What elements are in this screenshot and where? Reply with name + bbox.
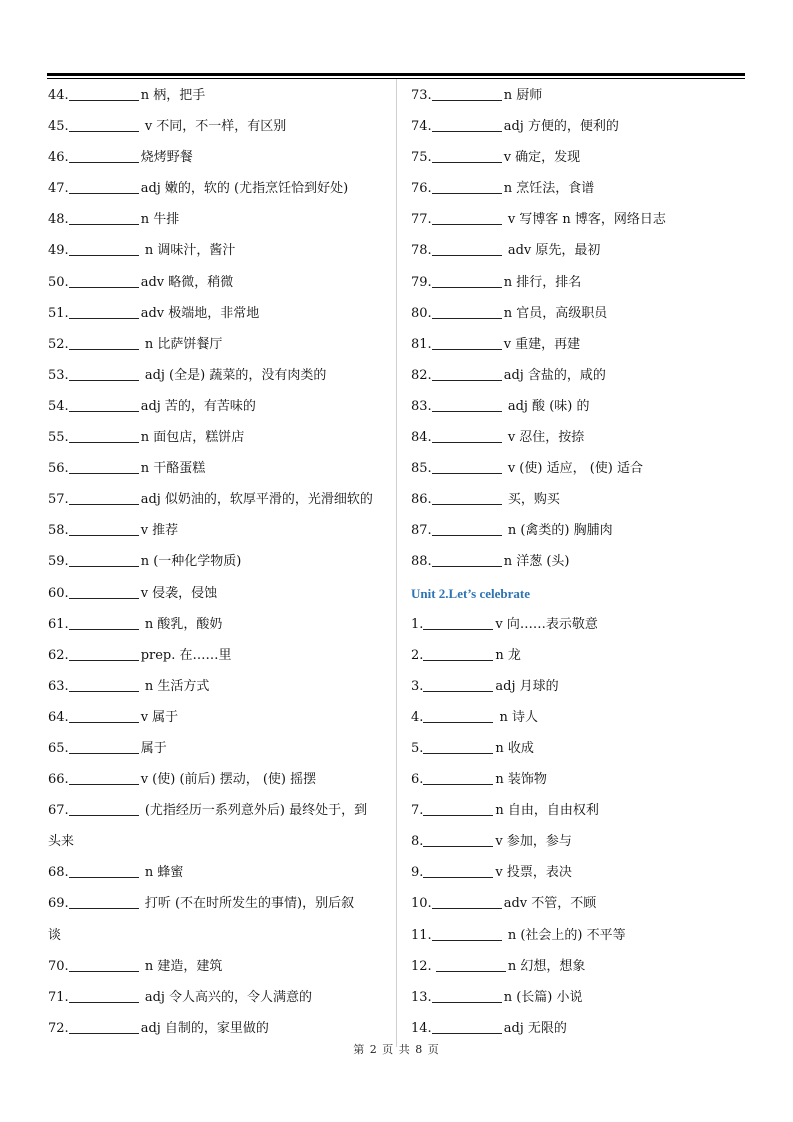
item-number: 1. — [411, 616, 424, 632]
item-number: 80. — [411, 305, 432, 321]
answer-blank[interactable] — [69, 396, 139, 412]
answer-blank[interactable] — [432, 178, 502, 194]
item-definition: n (社会上的) 不平等 — [503, 927, 626, 943]
item-definition: adj 自制的，家里做的 — [140, 1020, 269, 1036]
answer-blank[interactable] — [69, 987, 139, 1003]
answer-blank[interactable] — [69, 427, 139, 443]
vocab-item — [411, 173, 751, 204]
answer-blank[interactable] — [69, 800, 139, 816]
answer-blank[interactable] — [432, 1018, 502, 1034]
item-number: 56. — [48, 461, 69, 477]
vocab-item — [411, 267, 751, 298]
item-definition: n 洋葱 (头) — [503, 554, 570, 570]
answer-blank[interactable] — [69, 862, 139, 878]
item-definition: 头来 — [48, 834, 75, 850]
vocab-item — [48, 733, 388, 764]
vocab-item — [411, 298, 751, 329]
answer-blank[interactable] — [69, 489, 139, 505]
answer-blank[interactable] — [423, 769, 493, 785]
vocab-item — [48, 173, 388, 204]
vocab-item — [411, 671, 751, 702]
answer-blank[interactable] — [69, 520, 139, 536]
answer-blank[interactable] — [69, 707, 139, 723]
item-definition: adv 略微，稍微 — [140, 274, 234, 290]
item-number: 74. — [411, 119, 432, 135]
vocab-item — [48, 391, 388, 422]
answer-blank[interactable] — [69, 676, 139, 692]
item-definition: n (一种化学物质) — [140, 554, 242, 570]
item-definition: v (使) 适应， (使) 适合 — [503, 461, 643, 477]
page-footer: 第 2 页 共 8 页 — [353, 1043, 440, 1056]
answer-blank[interactable] — [432, 365, 502, 381]
vocab-item — [48, 546, 388, 577]
item-number: 81. — [411, 336, 432, 352]
item-number: 45. — [48, 119, 69, 135]
item-number: 2. — [411, 647, 424, 663]
item-number: 66. — [48, 772, 69, 788]
item-number: 7. — [411, 803, 424, 819]
answer-blank[interactable] — [423, 614, 493, 630]
item-definition: v 忍住，按捺 — [503, 430, 585, 446]
item-definition: v 侵袭，侵蚀 — [140, 585, 218, 601]
answer-blank[interactable] — [432, 427, 502, 443]
item-number: 13. — [411, 989, 432, 1005]
item-number: 68. — [48, 865, 69, 881]
answer-blank[interactable] — [69, 334, 139, 350]
answer-blank[interactable] — [432, 551, 502, 567]
answer-blank[interactable] — [436, 956, 506, 972]
answer-blank[interactable] — [432, 489, 502, 505]
answer-blank[interactable] — [423, 676, 493, 692]
item-definition: n (长篇) 小说 — [503, 989, 583, 1005]
answer-blank[interactable] — [432, 85, 502, 101]
item-definition: v 写博客 n 博客，网络日志 — [503, 212, 666, 228]
item-number: 79. — [411, 274, 432, 290]
item-definition: adj (全是) 蔬菜的，没有肉类的 — [140, 367, 327, 383]
item-definition: n 官员，高级职员 — [503, 305, 608, 321]
vocab-item — [411, 515, 751, 546]
item-definition: n 调味汁，酱汁 — [140, 243, 236, 259]
item-definition: n 排行，排名 — [503, 274, 582, 290]
vocab-item — [411, 951, 751, 982]
item-definition: adv 极端地，非常地 — [140, 305, 260, 321]
vocab-item — [48, 702, 388, 733]
vocab-item — [411, 982, 751, 1013]
item-definition: 买，购买 — [503, 492, 560, 508]
item-number: 87. — [411, 523, 432, 539]
item-number: 10. — [411, 896, 432, 912]
answer-blank[interactable] — [432, 209, 502, 225]
item-definition: 属于 — [140, 740, 167, 756]
vocab-item — [48, 671, 388, 702]
vocab-item — [48, 982, 388, 1013]
item-definition: n 收成 — [495, 740, 534, 756]
vocab-item — [411, 826, 751, 857]
item-definition: n 比萨饼餐厅 — [140, 336, 223, 352]
vocab-item — [48, 609, 388, 640]
item-definition: n 牛排 — [140, 212, 180, 228]
item-number: 57. — [48, 492, 69, 508]
item-number: 9. — [411, 865, 424, 881]
item-number: 72. — [48, 1020, 69, 1036]
answer-blank[interactable] — [432, 893, 502, 909]
answer-blank[interactable] — [432, 147, 502, 163]
item-definition: n 柄，把手 — [140, 88, 206, 103]
item-definition: n 酸乳，酸奶 — [140, 616, 223, 632]
item-definition: 谈 — [48, 927, 62, 943]
answer-blank[interactable] — [69, 240, 139, 256]
vocab-item — [48, 360, 388, 391]
vocab-item — [48, 764, 388, 795]
vocab-item — [48, 795, 388, 826]
item-definition: v 推荐 — [140, 523, 179, 539]
item-definition: v 重建，再建 — [503, 336, 581, 352]
vocab-item — [48, 857, 388, 888]
answer-blank[interactable] — [69, 614, 139, 630]
item-number: 49. — [48, 243, 69, 259]
vocab-item — [411, 329, 751, 360]
vocab-item — [48, 453, 388, 484]
item-definition: v (使) (前后) 摆动， (使) 摇摆 — [140, 772, 317, 788]
item-number: 70. — [48, 958, 69, 974]
vocab-item — [48, 329, 388, 360]
answer-blank[interactable] — [432, 458, 502, 474]
vocab-item — [48, 235, 388, 266]
vocab-item — [411, 80, 751, 111]
answer-blank[interactable] — [69, 769, 139, 785]
item-number: 83. — [411, 398, 432, 414]
answer-blank[interactable] — [423, 862, 493, 878]
answer-blank[interactable] — [423, 645, 493, 661]
item-number: 55. — [48, 430, 69, 446]
item-number: 47. — [48, 181, 69, 197]
item-definition: n 烹饪法，食谱 — [503, 181, 595, 197]
item-definition: adj 嫩的，软的 (尤指烹饪恰到好处) — [140, 181, 349, 197]
item-definition: n (禽类的) 胸脯肉 — [503, 523, 613, 539]
answer-blank[interactable] — [69, 1018, 139, 1034]
answer-blank[interactable] — [69, 303, 139, 319]
item-number: 46. — [48, 150, 69, 166]
item-number: 69. — [48, 896, 69, 912]
item-definition: adj 月球的 — [495, 678, 559, 694]
item-number: 53. — [48, 367, 69, 383]
item-definition: v 属于 — [140, 709, 179, 725]
right-column — [411, 80, 751, 1044]
item-number: 65. — [48, 740, 69, 756]
item-definition: adj 令人高兴的，令人满意的 — [140, 989, 313, 1005]
item-definition: adj 似奶油的，软厚平滑的，光滑细软的 — [140, 492, 373, 508]
vocab-item — [48, 204, 388, 235]
answer-blank[interactable] — [69, 645, 139, 661]
answer-blank[interactable] — [423, 738, 493, 754]
answer-blank[interactable] — [423, 831, 493, 847]
item-definition: n 自由，自由权利 — [495, 803, 599, 819]
item-number: 62. — [48, 647, 69, 663]
item-number: 60. — [48, 585, 69, 601]
vocab-item — [411, 204, 751, 235]
answer-blank[interactable] — [432, 396, 502, 412]
item-definition: adj 含盐的，咸的 — [503, 367, 606, 383]
vocab-item — [48, 888, 388, 919]
vocab-item — [411, 142, 751, 173]
item-definition: adj 无限的 — [503, 1020, 567, 1036]
item-definition: v 向……表示敬意 — [495, 616, 598, 632]
item-definition: n 生活方式 — [140, 678, 210, 694]
item-number: 3. — [411, 678, 424, 694]
item-number: 11. — [411, 927, 432, 943]
item-definition: v 投票，表决 — [495, 865, 572, 881]
item-number: 85. — [411, 461, 432, 477]
item-number: 6. — [411, 772, 424, 788]
vocab-item — [48, 1013, 388, 1044]
item-number: 5. — [411, 740, 424, 756]
vocab-item — [411, 235, 751, 266]
item-number: 84. — [411, 430, 432, 446]
item-number: 48. — [48, 212, 69, 228]
item-number: 44. — [48, 88, 69, 103]
item-number: 67. — [48, 803, 69, 819]
item-number: 14. — [411, 1020, 432, 1036]
item-definition: n 诗人 — [495, 709, 539, 725]
item-definition: 打听 (不在时所发生的事情)，别后叙 — [140, 896, 355, 912]
vocab-item — [411, 360, 751, 391]
vocab-item — [48, 422, 388, 453]
item-number: 12. — [411, 958, 436, 974]
item-number: 63. — [48, 678, 69, 694]
item-number: 76. — [411, 181, 432, 197]
vocab-item — [411, 857, 751, 888]
vocab-item — [48, 826, 388, 857]
answer-blank[interactable] — [432, 272, 502, 288]
item-number: 4. — [411, 709, 424, 725]
answer-blank[interactable] — [69, 583, 139, 599]
answer-blank[interactable] — [69, 956, 139, 972]
item-number: 58. — [48, 523, 69, 539]
answer-blank[interactable] — [69, 458, 139, 474]
item-definition: n 幻想，想象 — [507, 958, 586, 974]
item-definition: (尤指经历一系列意外后) 最终处于，到 — [140, 803, 368, 819]
answer-blank[interactable] — [423, 707, 493, 723]
answer-blank[interactable] — [423, 800, 493, 816]
item-number: 75. — [411, 150, 432, 166]
vocab-item — [48, 142, 388, 173]
item-definition: v 不同，不一样，有区别 — [140, 119, 287, 135]
answer-blank[interactable] — [69, 272, 139, 288]
item-definition: n 龙 — [495, 647, 521, 663]
item-number: 59. — [48, 554, 69, 570]
item-definition: v 确定，发现 — [503, 150, 581, 166]
unit-heading: Unit 2.Let’s celebrate — [411, 585, 531, 601]
item-number: 86. — [411, 492, 432, 508]
vocab-item — [411, 795, 751, 826]
item-number: 64. — [48, 709, 69, 725]
item-number: 71. — [48, 989, 69, 1005]
item-definition: adj 苦的，有苦味的 — [140, 398, 256, 414]
item-definition: adv 原先，最初 — [503, 243, 601, 259]
vocab-item — [411, 609, 751, 640]
item-number: 88. — [411, 554, 432, 570]
column-divider — [396, 79, 397, 1047]
header-rule-thick — [47, 73, 745, 76]
vocab-item — [411, 888, 751, 919]
answer-blank[interactable] — [69, 365, 139, 381]
vocab-item — [48, 267, 388, 298]
vocab-item — [411, 484, 751, 515]
vocab-item — [48, 515, 388, 546]
answer-blank[interactable] — [432, 334, 502, 350]
vocab-item — [48, 578, 388, 609]
vocab-item — [411, 422, 751, 453]
answer-blank[interactable] — [432, 520, 502, 536]
item-number: 8. — [411, 834, 424, 850]
item-number: 52. — [48, 336, 69, 352]
answer-blank[interactable] — [69, 178, 139, 194]
answer-blank[interactable] — [69, 551, 139, 567]
item-number: 54. — [48, 398, 69, 414]
item-number: 82. — [411, 367, 432, 383]
vocab-item — [411, 546, 751, 577]
vocab-item — [48, 920, 388, 951]
item-definition: n 装饰物 — [495, 772, 547, 788]
answer-blank[interactable] — [432, 987, 502, 1003]
item-definition: n 干酪蛋糕 — [140, 461, 206, 477]
left-column — [48, 80, 388, 1044]
answer-blank[interactable] — [69, 147, 139, 163]
item-definition: v 参加，参与 — [495, 834, 572, 850]
vocab-item — [411, 702, 751, 733]
vocab-item — [48, 484, 388, 515]
vocab-item — [411, 920, 751, 951]
vocab-item — [48, 640, 388, 671]
answer-blank[interactable] — [432, 303, 502, 319]
item-number: 51. — [48, 305, 69, 321]
vocab-item — [48, 951, 388, 982]
item-definition: n 蜂蜜 — [140, 865, 184, 881]
item-definition: adj 酸 (味) 的 — [503, 398, 590, 414]
answer-blank[interactable] — [69, 85, 139, 101]
vocab-item — [411, 391, 751, 422]
answer-blank[interactable] — [432, 116, 502, 132]
item-definition: prep. 在……里 — [140, 647, 232, 663]
vocab-item — [48, 80, 388, 111]
vocab-item — [411, 111, 751, 142]
item-number: 61. — [48, 616, 69, 632]
item-definition: adj 方便的，便利的 — [503, 119, 619, 135]
item-number: 73. — [411, 88, 432, 103]
item-definition: n 面包店，糕饼店 — [140, 430, 245, 446]
vocab-item — [411, 1013, 751, 1044]
item-definition: 烧烤野餐 — [140, 150, 193, 166]
item-definition: n 建造，建筑 — [140, 958, 223, 974]
item-definition: adv 不管，不顾 — [503, 896, 597, 912]
item-number: 78. — [411, 243, 432, 259]
vocab-item — [411, 733, 751, 764]
answer-blank[interactable] — [432, 240, 502, 256]
vocab-item — [48, 111, 388, 142]
answer-blank[interactable] — [69, 209, 139, 225]
item-definition: n 厨师 — [503, 88, 543, 103]
vocab-item — [411, 453, 751, 484]
vocab-item — [48, 298, 388, 329]
answer-blank[interactable] — [69, 116, 139, 132]
vocab-item — [411, 640, 751, 671]
answer-blank[interactable] — [69, 893, 139, 909]
item-number: 77. — [411, 212, 432, 228]
vocab-item — [411, 764, 751, 795]
answer-blank[interactable] — [69, 738, 139, 754]
item-number: 50. — [48, 274, 69, 290]
answer-blank[interactable] — [432, 925, 502, 941]
